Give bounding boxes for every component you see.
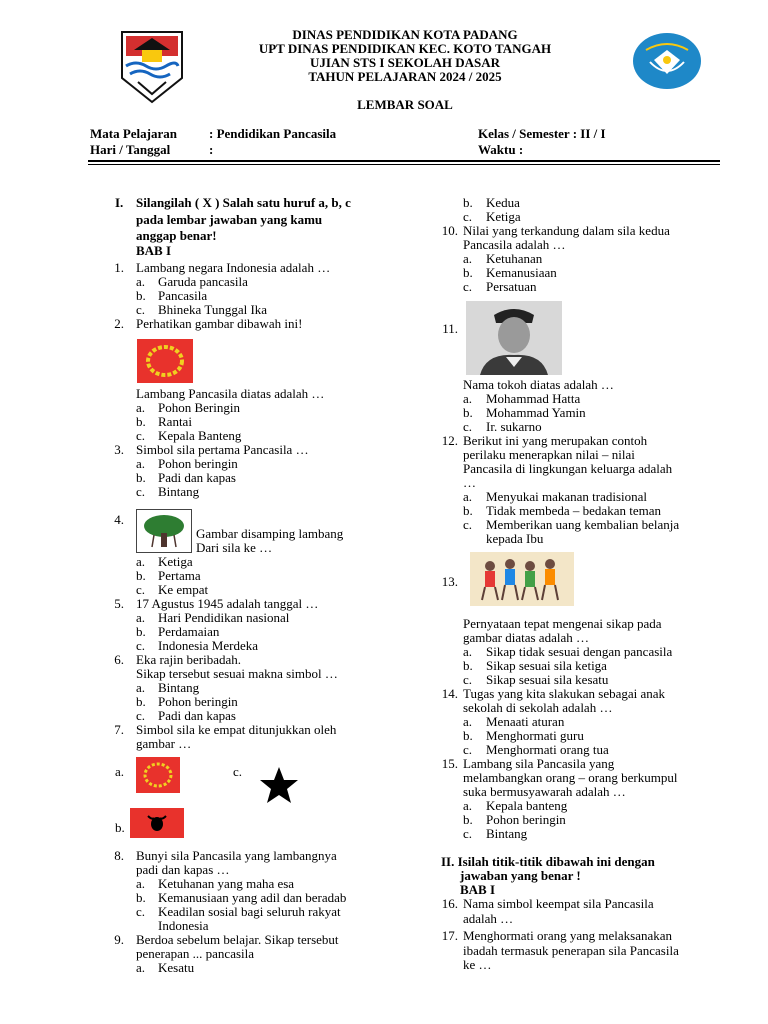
q3-option-b: Padi dan kapas bbox=[158, 470, 236, 485]
section1-line2: pada lembar jawaban yang kamu bbox=[136, 212, 323, 227]
q6-option-b: Pohon beringin bbox=[158, 694, 238, 709]
q12-option-c-line1: Memberikan uang kembalian belanja bbox=[486, 517, 680, 532]
q4-letter-b: b. bbox=[136, 568, 146, 583]
q15-letter-b: b. bbox=[463, 812, 473, 827]
chain-symbol-image bbox=[137, 339, 193, 383]
q12-letter-c: c. bbox=[463, 517, 473, 532]
q11-number: 11. bbox=[442, 321, 458, 336]
q2-option-c: Kepala Banteng bbox=[158, 428, 242, 443]
q17-text3: ke … bbox=[463, 957, 492, 972]
q10-option-b: Kemanusiaan bbox=[486, 265, 557, 280]
section1-line1: Silangilah ( X ) Salah satu huruf a, b, c bbox=[136, 195, 351, 210]
q12-option-c-line2: kepada Ibu bbox=[486, 531, 544, 546]
q16-text1: Nama simbol keempat sila Pancasila bbox=[463, 896, 654, 911]
q5-option-a: Hari Pendidikan nasional bbox=[158, 610, 290, 625]
q3-letter-a: a. bbox=[136, 456, 146, 471]
chain-option-image bbox=[136, 757, 180, 793]
q12-text4: … bbox=[463, 475, 476, 490]
q1-option-a: Garuda pancasila bbox=[158, 274, 248, 289]
q8-option-c-line1: Keadilan sosial bagi seluruh rakyat bbox=[158, 904, 341, 919]
q13-option-c: Sikap sesuai sila kesatu bbox=[486, 672, 609, 687]
q1-option-c: Bhineka Tunggal Ika bbox=[158, 302, 268, 317]
q2-option-b: Rantai bbox=[158, 414, 192, 429]
portrait-photo bbox=[466, 301, 562, 375]
q8-option-b: Kemanusiaan yang adil dan beradab bbox=[158, 890, 347, 905]
divider-thin bbox=[88, 164, 720, 165]
q6-option-a: Bintang bbox=[158, 680, 200, 695]
q14-letter-c: c. bbox=[463, 742, 473, 757]
divider-thick bbox=[88, 160, 720, 162]
q7-number: 7. bbox=[114, 722, 124, 737]
q15-text2: melambangkan orang – orang berkumpul bbox=[463, 770, 678, 785]
q10-option-a: Ketuhanan bbox=[486, 251, 543, 266]
q14-option-b: Menghormati guru bbox=[486, 728, 584, 743]
section2-line1: II. Isilah titik-titik dibawah ini dengan bbox=[441, 854, 655, 869]
q13-option-b: Sikap sesuai sila ketiga bbox=[486, 658, 607, 673]
q16-number: 16. bbox=[441, 896, 458, 911]
q4-text2: Dari sila ke … bbox=[196, 540, 273, 555]
q1-letter-b: b. bbox=[136, 288, 146, 303]
q8-letter-b: b. bbox=[136, 890, 146, 905]
q8-option-c-line2: Indonesia bbox=[158, 918, 209, 933]
q13-text1: Pernyataan tepat mengenai sikap pada bbox=[463, 616, 662, 631]
q9-text2: penerapan ... pancasila bbox=[136, 946, 255, 961]
q14-text2: sekolah di sekolah adalah … bbox=[463, 700, 613, 715]
header-line-2: UPT DINAS PENDIDIKAN KEC. KOTO TANGAH bbox=[258, 41, 552, 56]
subject-label: Mata Pelajaran bbox=[90, 126, 178, 141]
q8-letter-c: c. bbox=[136, 904, 146, 919]
q13-text2: gambar diatas adalah … bbox=[463, 630, 589, 645]
date-value: : bbox=[209, 142, 214, 157]
class-label: Kelas / Semester : II / I bbox=[478, 126, 606, 141]
page-title: LEMBAR SOAL bbox=[357, 97, 453, 112]
q11-text: Nama tokoh diatas adalah … bbox=[463, 377, 614, 392]
q3-option-c: Bintang bbox=[158, 484, 200, 499]
q5-letter-c: c. bbox=[136, 638, 146, 653]
q9-letter-c: c. bbox=[463, 209, 473, 224]
q5-letter-a: a. bbox=[136, 610, 146, 625]
q6-option-c: Padi dan kapas bbox=[158, 708, 236, 723]
q1-text: Lambang negara Indonesia adalah … bbox=[136, 260, 331, 275]
q10-number: 10. bbox=[441, 223, 458, 238]
header-line-1: DINAS PENDIDIKAN KOTA PADANG bbox=[292, 27, 518, 42]
q17-number: 17. bbox=[441, 928, 458, 943]
section1-line3: anggap benar! bbox=[136, 228, 217, 243]
q4-option-a: Ketiga bbox=[158, 554, 193, 569]
q11-letter-b: b. bbox=[463, 405, 473, 420]
q14-number: 14. bbox=[441, 686, 458, 701]
q10-letter-b: b. bbox=[463, 265, 473, 280]
section1-bab: BAB I bbox=[136, 243, 172, 258]
q9-letter-a: a. bbox=[136, 960, 146, 975]
q7-letter-b: b. bbox=[115, 820, 125, 835]
q4-option-c: Ke empat bbox=[158, 582, 209, 597]
q6-letter-b: b. bbox=[136, 694, 146, 709]
q13-letter-c: c. bbox=[463, 672, 473, 687]
q13-letter-b: b. bbox=[463, 658, 473, 673]
q9-option-b: Kedua bbox=[486, 195, 520, 210]
q6-text2: Sikap tersebut sesuai makna simbol … bbox=[136, 666, 338, 681]
q8-option-a: Ketuhanan yang maha esa bbox=[158, 876, 295, 891]
q15-number: 15. bbox=[441, 756, 458, 771]
q9-number: 9. bbox=[114, 932, 124, 947]
q11-option-b: Mohammad Yamin bbox=[486, 405, 586, 420]
q13-letter-a: a. bbox=[463, 644, 473, 659]
q3-letter-b: b. bbox=[136, 470, 146, 485]
q11-option-a: Mohammad Hatta bbox=[486, 391, 581, 406]
q1-letter-a: a. bbox=[136, 274, 146, 289]
q5-option-b: Perdamaian bbox=[158, 624, 220, 639]
q6-letter-c: c. bbox=[136, 708, 146, 723]
q11-option-c: Ir. sukarno bbox=[486, 419, 542, 434]
q9-letter-b: b. bbox=[463, 195, 473, 210]
q2-text: Perhatikan gambar dibawah ini! bbox=[136, 316, 303, 331]
q15-option-b: Pohon beringin bbox=[486, 812, 566, 827]
star-option-image bbox=[258, 765, 300, 805]
q5-text: 17 Agustus 1945 adalah tanggal … bbox=[136, 596, 319, 611]
section1-number: I. bbox=[115, 195, 124, 210]
q4-option-b: Pertama bbox=[158, 568, 201, 583]
date-label: Hari / Tanggal bbox=[90, 142, 171, 157]
q2-number: 2. bbox=[114, 316, 124, 331]
q6-text1: Eka rajin beribadah. bbox=[136, 652, 242, 667]
header-line-3: UJIAN STS I SEKOLAH DASAR bbox=[310, 55, 500, 70]
q15-option-c: Bintang bbox=[486, 826, 528, 841]
padang-city-logo bbox=[120, 30, 184, 104]
header-line-4: TAHUN PELAJARAN 2024 / 2025 bbox=[308, 69, 502, 84]
time-label: Waktu : bbox=[478, 142, 524, 157]
q17-text1: Menghormati orang yang melaksanakan bbox=[463, 928, 673, 943]
q8-text1: Bunyi sila Pancasila yang lambangnya bbox=[136, 848, 337, 863]
q2-text2: Lambang Pancasila diatas adalah … bbox=[136, 386, 325, 401]
q4-letter-c: c. bbox=[136, 582, 146, 597]
q2-letter-c: c. bbox=[136, 428, 146, 443]
q15-option-a: Kepala banteng bbox=[486, 798, 568, 813]
q15-letter-a: a. bbox=[463, 798, 473, 813]
q13-number: 13. bbox=[441, 574, 458, 589]
q5-number: 5. bbox=[114, 596, 124, 611]
q9-option-a: Kesatu bbox=[158, 960, 195, 975]
q13-option-a: Sikap tidak sesuai dengan pancasila bbox=[486, 644, 673, 659]
q15-text3: suka bermusyawarah adalah … bbox=[463, 784, 626, 799]
tut-wuri-handayani-logo bbox=[632, 32, 702, 90]
q14-text1: Tugas yang kita slakukan sebagai anak bbox=[463, 686, 666, 701]
q12-text1: Berikut ini yang merupakan contoh bbox=[463, 433, 648, 448]
q5-option-c: Indonesia Merdeka bbox=[158, 638, 258, 653]
q8-number: 8. bbox=[114, 848, 124, 863]
q10-option-c: Persatuan bbox=[486, 279, 537, 294]
q2-letter-b: b. bbox=[136, 414, 146, 429]
q15-letter-c: c. bbox=[463, 826, 473, 841]
q2-letter-a: a. bbox=[136, 400, 146, 415]
subject-value: : Pendidikan Pancasila bbox=[209, 126, 337, 141]
q15-text1: Lambang sila Pancasila yang bbox=[463, 756, 615, 771]
q5-letter-b: b. bbox=[136, 624, 146, 639]
q8-text2: padi dan kapas … bbox=[136, 862, 230, 877]
q12-option-a: Menyukai makanan tradisional bbox=[486, 489, 648, 504]
q9-text1: Berdoa sebelum belajar. Sikap tersebut bbox=[136, 932, 339, 947]
q11-letter-c: c. bbox=[463, 419, 473, 434]
q7-letter-a: a. bbox=[115, 764, 125, 779]
section2-line2: jawaban yang benar ! bbox=[460, 868, 581, 883]
q4-number: 4. bbox=[114, 512, 124, 527]
q7-letter-c: c. bbox=[233, 764, 243, 779]
banyan-tree-image bbox=[136, 509, 192, 553]
q4-letter-a: a. bbox=[136, 554, 146, 569]
q10-text2: Pancasila adalah … bbox=[463, 237, 566, 252]
q14-option-a: Menaati aturan bbox=[486, 714, 565, 729]
section2-bab: BAB I bbox=[460, 882, 496, 897]
q12-option-b: Tidak membeda – bedakan teman bbox=[486, 503, 661, 518]
q6-letter-a: a. bbox=[136, 680, 146, 695]
q8-letter-a: a. bbox=[136, 876, 146, 891]
q9-option-c: Ketiga bbox=[486, 209, 521, 224]
bull-head-option-image bbox=[130, 808, 184, 838]
q16-text2: adalah … bbox=[463, 911, 514, 926]
q3-option-a: Pohon beringin bbox=[158, 456, 238, 471]
q11-letter-a: a. bbox=[463, 391, 473, 406]
q17-text2: ibadah termasuk penerapan sila Pancasila bbox=[463, 943, 679, 958]
q14-letter-a: a. bbox=[463, 714, 473, 729]
q10-letter-c: c. bbox=[463, 279, 473, 294]
q7-text1: Simbol sila ke empat ditunjukkan oleh bbox=[136, 722, 337, 737]
q3-letter-c: c. bbox=[136, 484, 146, 499]
q14-option-c: Menghormati orang tua bbox=[486, 742, 609, 757]
q12-number: 12. bbox=[441, 433, 458, 448]
q4-text1: Gambar disamping lambang bbox=[196, 526, 344, 541]
q10-letter-a: a. bbox=[463, 251, 473, 266]
q1-option-b: Pancasila bbox=[158, 288, 208, 303]
q3-text: Simbol sila pertama Pancasila … bbox=[136, 442, 309, 457]
q12-text3: Pancasila di lingkungan keluarga adalah bbox=[463, 461, 673, 476]
q1-number: 1. bbox=[114, 260, 124, 275]
q1-letter-c: c. bbox=[136, 302, 146, 317]
q3-number: 3. bbox=[114, 442, 124, 457]
q12-text2: perilaku menerapkan nilai – nilai bbox=[463, 447, 635, 462]
q2-option-a: Pohon Beringin bbox=[158, 400, 240, 415]
q6-number: 6. bbox=[114, 652, 124, 667]
children-playing-illustration bbox=[470, 552, 574, 606]
q12-letter-b: b. bbox=[463, 503, 473, 518]
q12-letter-a: a. bbox=[463, 489, 473, 504]
q7-text2: gambar … bbox=[136, 736, 192, 751]
q14-letter-b: b. bbox=[463, 728, 473, 743]
q10-text1: Nilai yang terkandung dalam sila kedua bbox=[463, 223, 670, 238]
